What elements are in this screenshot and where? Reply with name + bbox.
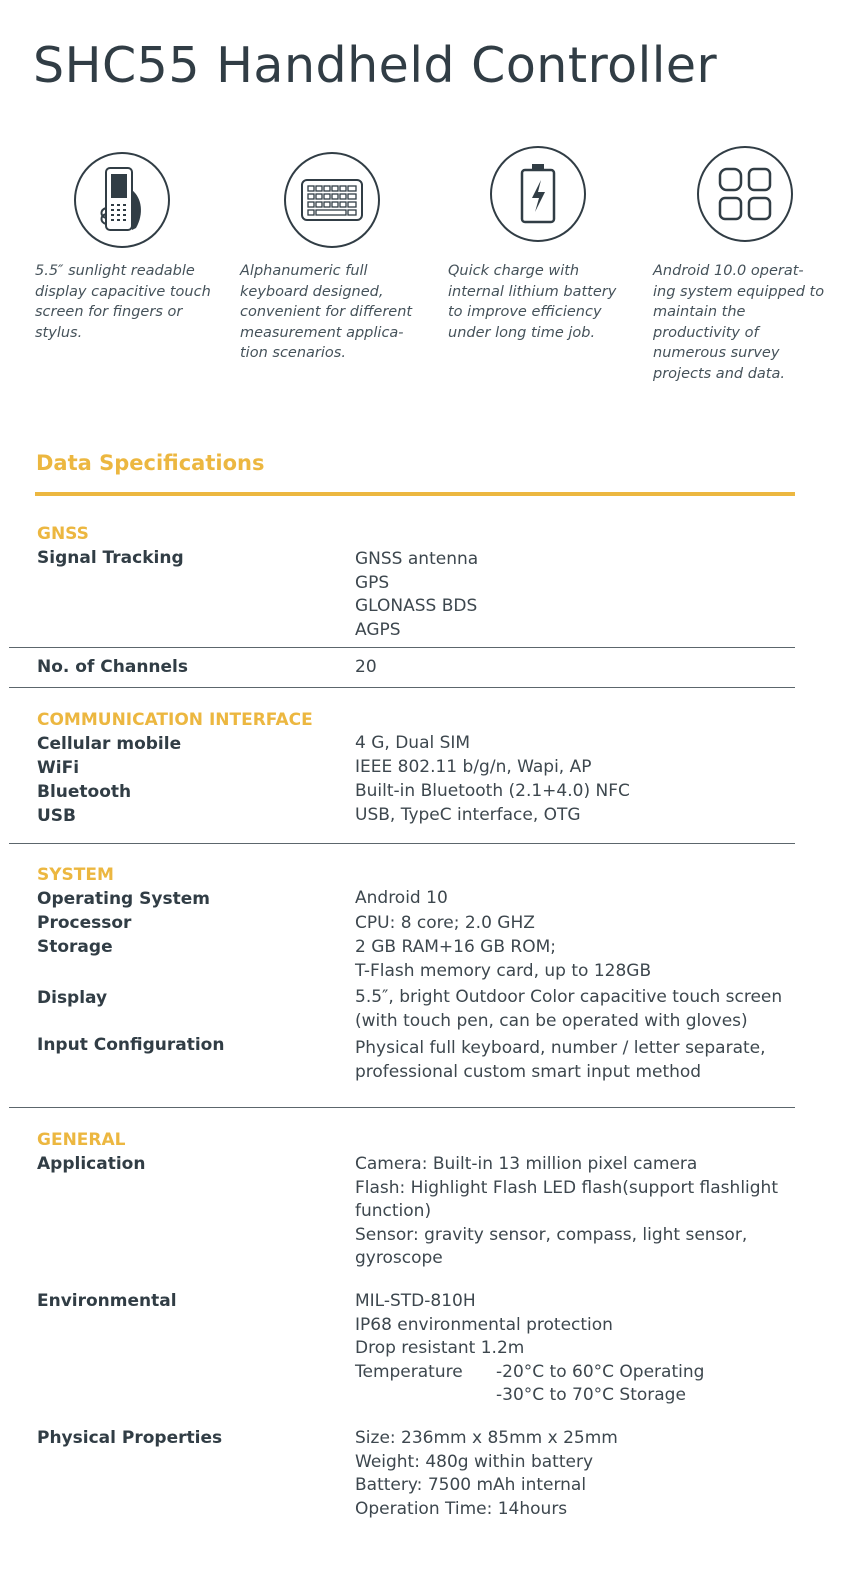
spec-label-environmental: Environmental xyxy=(37,1291,177,1311)
spec-value-input: Physical full keyboard, number / letter separate, professional custom smart input method xyxy=(355,1038,766,1082)
spec-label-usb: USB xyxy=(37,806,77,826)
feature-description: Alphanumeric full keyboard designed, convenient for different measurement applica-tion scenarios. xyxy=(240,263,413,361)
spec-value-cellular: 4 G, Dual SIM xyxy=(355,733,471,753)
row-divider xyxy=(9,1107,795,1108)
page-title: SHC55 Handheld Controller xyxy=(33,37,718,94)
spec-label-processor: Processor xyxy=(37,913,132,933)
feature-description: 5.5″ sunlight readable display capacitive touch screen for fingers or stylus. xyxy=(35,263,211,341)
spec-value-environmental: MIL-STD-810H IP68 environmental protection Drop resistant 1.2m Temperature -20°C to 60°C Operating -30°C to 70°C Storage xyxy=(355,1290,835,1408)
spec-label-bluetooth: Bluetooth xyxy=(37,782,132,802)
heading-divider xyxy=(35,492,795,496)
spec-value-channels: 20 xyxy=(355,657,377,677)
spec-label-input: Input Configuration xyxy=(37,1035,225,1055)
spec-label-physical: Physical Properties xyxy=(37,1428,223,1448)
battery-charge-icon xyxy=(490,146,586,242)
feature-description: Android 10.0 operat-ing system equipped to maintain the productivity of numerous survey projects and data. xyxy=(653,263,825,382)
row-divider xyxy=(9,647,795,648)
spec-value-storage: 2 GB RAM+16 GB ROM; T-Flash memory card, up to 128GB xyxy=(355,937,652,981)
spec-label-os: Operating System xyxy=(37,889,210,909)
spec-label-application: Application xyxy=(37,1154,146,1174)
spec-label-display: Display xyxy=(37,988,108,1008)
spec-value-os: Android 10 xyxy=(355,888,448,908)
category-gnss: GNSS xyxy=(37,524,89,544)
spec-value-processor: CPU: 8 core; 2.0 GHZ xyxy=(355,913,535,933)
category-general: GENERAL xyxy=(37,1130,126,1150)
spec-label-wifi: WiFi xyxy=(37,758,80,778)
spec-label-channels: No. of Channels xyxy=(37,657,189,677)
spec-label-signal-tracking: Signal Tracking xyxy=(37,548,184,568)
spec-value-display: 5.5″, bright Outdoor Color capacitive touch screen (with touch pen, can be operated with gloves) xyxy=(355,987,783,1031)
spec-value-wifi: IEEE 802.11 b/g/n, Wapi, AP xyxy=(355,757,592,777)
temperature-operating: Temperature -20°C to 60°C Operating xyxy=(355,1361,705,1382)
spec-value-usb: USB, TypeC interface, OTG xyxy=(355,805,581,825)
spec-value-signal-tracking: GNSS antenna GPS GLONASS BDS AGPS xyxy=(355,549,479,640)
spec-value-application: Camera: Built-in 13 million pixel camera Flash: Highlight Flash LED flash(support flashlight function) Sensor: gravity sensor, compass, light sensor, gyroscope xyxy=(355,1154,778,1268)
specs-heading: Data Specifications xyxy=(36,451,265,475)
spec-label-storage: Storage xyxy=(37,937,113,957)
keyboard-icon xyxy=(284,152,380,248)
category-communication: COMMUNICATION INTERFACE xyxy=(37,710,313,730)
spec-label-cellular: Cellular mobile xyxy=(37,734,182,754)
temperature-storage: -30°C to 70°C Storage xyxy=(496,1385,686,1405)
category-system: SYSTEM xyxy=(37,865,114,885)
handheld-phone-icon xyxy=(74,152,170,248)
feature-description: Quick charge with internal lithium battery to improve efficiency under long time job. xyxy=(448,263,617,341)
spec-value-bluetooth: Built-in Bluetooth (2.1+4.0) NFC xyxy=(355,781,630,801)
row-divider xyxy=(9,687,795,688)
spec-value-physical: Size: 236mm x 85mm x 25mm Weight: 480g within battery Battery: 7500 mAh internal Operation Time: 14hours xyxy=(355,1428,618,1519)
row-divider xyxy=(9,843,795,844)
app-grid-icon xyxy=(697,146,793,242)
